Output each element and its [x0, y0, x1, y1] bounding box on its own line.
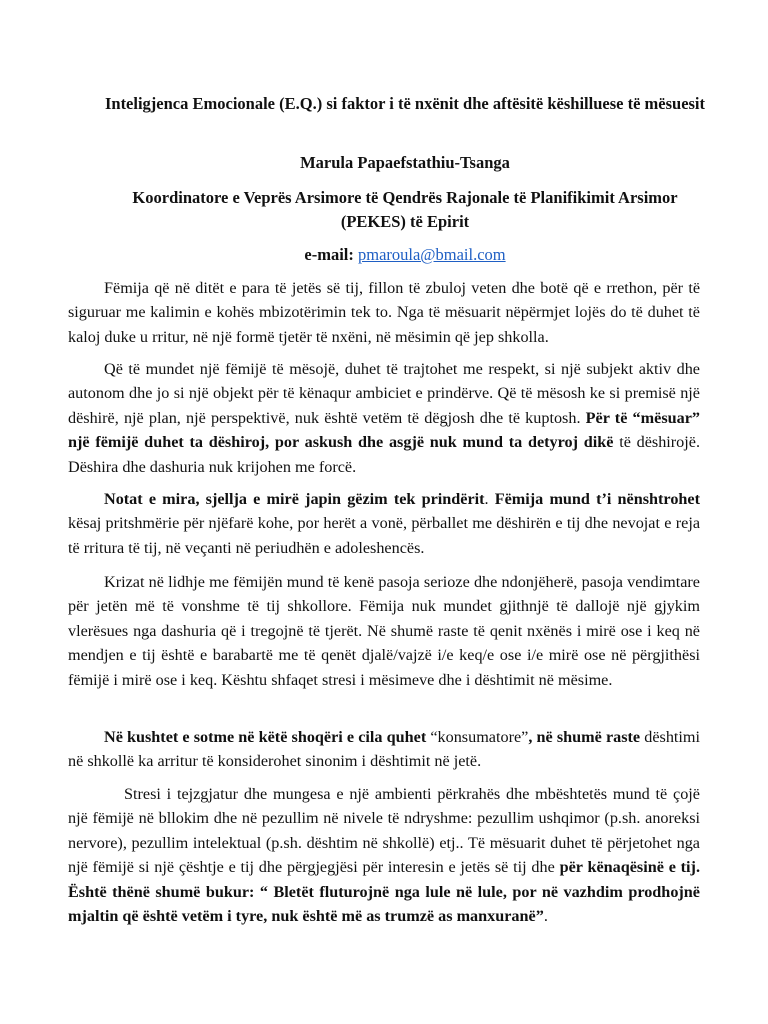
- email-link[interactable]: pmaroula@bmail.com: [357, 245, 506, 264]
- paragraph-3-sep: .: [484, 490, 495, 508]
- author-name: Marula Papaefstathiu-Tsanga: [300, 153, 510, 172]
- email-label: e-mail:: [304, 245, 358, 264]
- paragraph-6: [68, 782, 700, 928]
- paragraph-2-text: Që të mundet një fëmijë të mësojë, duhet të trajtohet me respekt, si një subjekt aktiv dhe autonom dhe jo si një objekt për të kënaqur ambiciet e prindërve. Që të mësosh ke si premisë një dëshirë, një plan, një perspektivë, nuk është vetëm të dëgjosh dhe të kuptosh.: [68, 360, 700, 427]
- paragraph-6-text: Stresi i tejzgjatur dhe mungesa e një ambienti përkrahës dhe mbështetës mund të çojë një fëmijë në bllokim dhe në pezullim në nivele të ndryshme: pezullim ushqimor (p.sh. anoreksi nervore), pezullim intelektual (p.sh. dështim në shkollë) etj.. Të mësuarit duhet të përjetohet nga një fëmijë si një çështje e tij dhe përgjegjësi për interesin e jetës së tij dhe: [68, 785, 700, 877]
- email-line: [100, 243, 710, 267]
- paragraph-6-bold: për kënaqësinë e tij. Është thënë shumë bukur: “ Bletët fluturojnë nga lule në lule, por në vazhdim prodhojnë mjaltin që është vetëm i tyre, nuk është më as trumzë as manxuranë”: [68, 858, 700, 926]
- paragraph-2-bold: Për të “mësuar” një fëmijë duhet ta dëshiroj, por askush dhe asgjë nuk mund ta detyroj dikë: [68, 408, 700, 452]
- paragraph-3-text: kësaj pritshmërie për njëfarë kohe, por herët a vonë, përballet me dëshirën e tij dhe nevojat e reja të rritura të tij, në veçanti në periudhën e adoleshencës.: [68, 514, 700, 557]
- paragraph-4: Krizat në lidhje me fëmijën mund të kenë pasoja serioze dhe ndonjëherë, pasoja vendimtare për jetën më të vonshme të tij shkollore. Fëmija nuk mundet gjithnjë të dallojë një gjykim vlerësues nga dashuria që i tregojnë të tjerët. Në shumë raste të qenit nxënës i mirë ose i keq në mendjen e tij është e barabartë me të qenët djalë/vajzë i/e keq/e ose i/e mirë ose në përgjithësi fëmijë i mirë ose i keq. Kështu shfaqet stresi i mësimeve dhe i dështimit në mësime.: [68, 573, 700, 689]
- paragraph-5-quote: “konsumatore”: [430, 728, 529, 746]
- paragraph-3-bold-b: Fëmija mund t’i nënshtrohet: [494, 490, 700, 508]
- paragraph-6-end: .: [543, 907, 548, 926]
- paragraph-5: [68, 725, 700, 774]
- author-affiliation: Koordinatore e Veprës Arsimore të Qendrës Rajonale të Planifikimit Arsimor (PEKES) të Epirit: [132, 188, 678, 231]
- paragraph-3-bold-a: Notat e mira, sjellja e mirë japin gëzim tek prindërit: [104, 490, 485, 508]
- document-title: Inteligjenca Emocionale (E.Q.) si faktor i të nxënit dhe aftësitë këshilluese të mësuesit: [104, 94, 706, 113]
- paragraph-3: [68, 487, 700, 560]
- paragraph-5-text: dështimi në shkollë ka arritur të konsiderohet sinonim i dështimit në jetë.: [68, 728, 700, 771]
- paragraph-1: Fëmija që në ditët e para të jetës së tij, fillon të zbuloj veten dhe botë që e rrethon, për të siguruar me kalimin e kohës mbizotërimin tek to. Nga të mësuarit nëpërmjet lojës do të duhet të kaloj duke u rritur, në një formë tjetër të nxëni, në mësimin që jep shkolla.: [68, 279, 700, 346]
- paragraph-5-bold-a: Në kushtet e sotme në këtë shoqëri e cila quhet: [104, 728, 431, 746]
- paragraph-2-end: të dëshirojë. Dëshira dhe dashuria nuk krijohen me forcë.: [68, 433, 700, 476]
- paragraph-2: [68, 357, 700, 479]
- paragraph-5-bold-b: , në shumë raste: [528, 728, 641, 746]
